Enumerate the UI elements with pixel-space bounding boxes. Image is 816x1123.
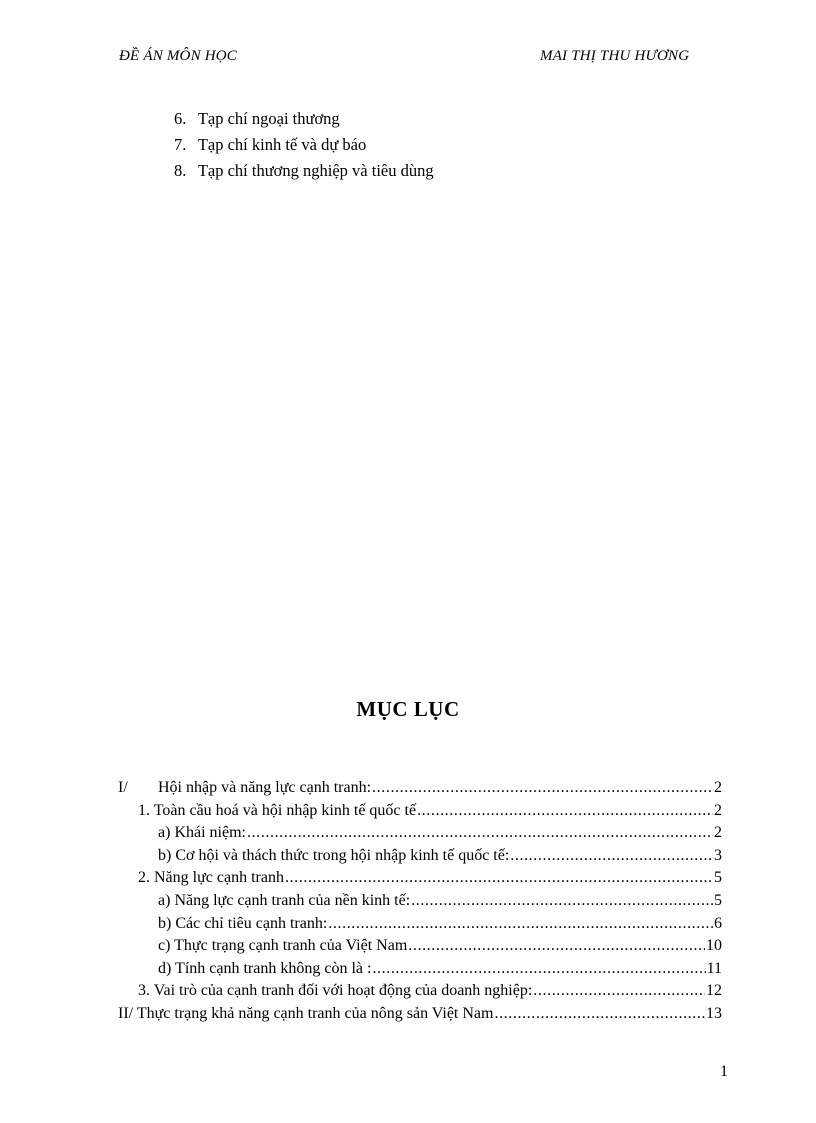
toc-entry-text: Thực trạng cạnh tranh của Việt Nam [174,937,408,955]
toc-leader-dots [372,958,705,981]
toc-entry-prefix: c) [158,937,171,955]
toc-entry-page: 5 [714,869,722,887]
toc-entry-prefix: b) [158,914,172,932]
toc-entry-text: Khái niệm: [174,824,246,842]
toc-entry-prefix: I/ [118,779,128,796]
toc-entry-page: 11 [706,959,722,977]
toc-entry-prefix: a) [158,824,171,842]
header-course-title: ĐỀ ÁN MÔN HỌC [119,48,238,64]
toc-entry-page: 2 [714,801,722,819]
toc-entry [118,800,722,823]
page-number: 1 [720,1063,728,1080]
toc-entry-prefix: d) [158,959,172,977]
toc-entry-prefix: b) [158,846,172,864]
reference-text: Tạp chí kinh tế và dự báo [197,135,367,154]
toc-leader-dots [372,777,713,800]
toc-entry-page: 13 [706,1004,722,1022]
toc-leader-dots [533,980,705,1003]
toc-entry-prefix: II/ [118,1004,134,1022]
toc-entry-text: Năng lực cạnh tranh [154,869,284,887]
toc-entry-text: Hội nhập và năng lực cạnh tranh: [158,779,372,796]
toc-leader-dots [408,935,705,958]
toc-entry-text: Thực trạng khả năng cạnh tranh của nông sản Việt Nam [136,1004,494,1022]
toc-entry-page: 6 [714,914,722,932]
toc-entry-page: 2 [714,779,722,796]
toc-title: MỤC LỤC [356,697,460,721]
reference-text: Tạp chí ngoại thương [197,109,340,128]
toc-entry [118,822,722,845]
toc-leader-dots [417,800,713,823]
reference-item [174,158,434,184]
toc-entry-page: 12 [706,982,722,1000]
reference-number: 8. [174,161,187,180]
toc-entry-prefix: a) [158,891,171,909]
toc-entry [118,935,722,958]
reference-number: 6. [174,109,187,128]
toc-leader-dots [411,890,713,913]
reference-text: Tạp chí thương nghiệp và tiêu dùng [197,161,434,180]
toc-entry [118,867,722,890]
toc-leader-dots [247,822,713,845]
toc-leader-dots [510,845,713,868]
reference-list [174,106,434,184]
reference-item [174,132,434,158]
header-author-name: MAI THỊ THU HƯƠNG [540,48,690,64]
toc-entry [118,845,722,868]
toc-entry-page: 10 [706,937,722,955]
toc-entry-text: Các chỉ tiêu cạnh tranh: [175,914,328,932]
toc-entry [118,980,722,1003]
toc-entry-text: Cơ hội và thách thức trong hội nhập kinh tế quốc tế: [175,846,510,864]
reference-item [174,106,434,132]
toc-entry [118,913,722,936]
toc-entry-page: 3 [714,846,722,864]
toc-entry-page: 2 [714,824,722,842]
toc-entry-text: Vai trò của cạnh tranh đối với hoạt động của doanh nghiệp: [153,982,533,1000]
toc-leader-dots [494,1003,705,1026]
toc-leader-dots [285,867,713,890]
table-of-contents [118,777,722,1026]
toc-entry-text: Năng lực cạnh tranh của nền kinh tế: [174,891,411,909]
toc-entry [118,777,722,800]
toc-entry [118,1003,722,1026]
toc-entry-text: Tính cạnh tranh không còn là : [175,959,372,977]
toc-leader-dots [328,913,713,936]
toc-entry-page: 5 [714,891,722,909]
toc-entry [118,958,722,981]
toc-entry-prefix: 2. [138,869,150,887]
toc-entry-text: Toàn cầu hoá và hội nhập kinh tế quốc tế [153,801,417,819]
toc-entry-prefix: 1. [138,801,150,819]
reference-number: 7. [174,135,187,154]
toc-entry [118,890,722,913]
toc-entry-prefix: 3. [138,982,150,1000]
